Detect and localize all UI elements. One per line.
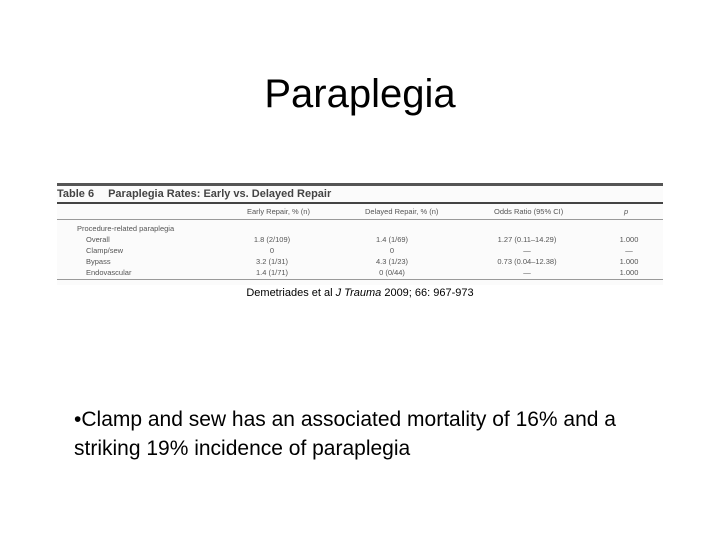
column-header-delayed: Delayed Repair, % (n)	[365, 207, 439, 216]
cell-early: 1.8 (2/109)	[253, 235, 291, 244]
citation-journal: J Trauma	[335, 287, 382, 299]
bullet-point	[74, 405, 674, 463]
cell-early: 0	[269, 246, 275, 255]
paraplegia-rates-table	[57, 183, 663, 285]
cell-p: 1.000	[619, 235, 639, 244]
table-header-rule	[57, 202, 663, 204]
cell-delayed: 0 (0/44)	[379, 268, 405, 277]
citation-authors: Demetriades et al	[246, 287, 333, 299]
column-header-early: Early Repair, % (n)	[247, 207, 310, 216]
row-label: Bypass	[86, 257, 111, 266]
table-label: Table 6	[57, 188, 95, 200]
cell-p: 1.000	[619, 257, 639, 266]
table-caption	[57, 187, 331, 201]
bullet-text: Clamp and sew has an associated mortality of 16% and a striking 19% incidence of paraplegia	[74, 408, 616, 460]
row-label: Clamp/sew	[86, 246, 124, 255]
table-title: Paraplegia Rates: Early vs. Delayed Repair	[108, 188, 332, 200]
column-header-rule	[57, 219, 663, 220]
cell-early: 3.2 (1/31)	[255, 257, 289, 266]
citation	[0, 286, 720, 300]
bullet-marker: •	[74, 408, 82, 431]
cell-p: 1.000	[619, 268, 639, 277]
table-top-rule	[57, 183, 663, 186]
cell-delayed: 0	[389, 246, 395, 255]
column-header-odds: Odds Ratio (95% CI)	[494, 207, 564, 216]
cell-delayed: 1.4 (1/69)	[375, 235, 409, 244]
row-label: Endovascular	[86, 268, 132, 277]
column-header-p: p	[624, 207, 629, 216]
cell-odds: 0.73 (0.04–12.38)	[497, 257, 557, 266]
cell-p: —	[625, 246, 633, 255]
citation-details: 2009; 66: 967-973	[384, 287, 474, 299]
cell-odds: —	[523, 246, 531, 255]
cell-delayed: 4.3 (1/23)	[375, 257, 409, 266]
table-bottom-rule	[57, 279, 663, 280]
cell-odds: 1.27 (0.11–14.29)	[497, 235, 557, 244]
slide-title: Paraplegia	[264, 72, 456, 116]
cell-early: 1.4 (1/71)	[255, 268, 289, 277]
row-label: Overall	[86, 235, 110, 244]
section-label: Procedure-related paraplegia	[77, 224, 175, 233]
cell-odds: —	[523, 268, 531, 277]
